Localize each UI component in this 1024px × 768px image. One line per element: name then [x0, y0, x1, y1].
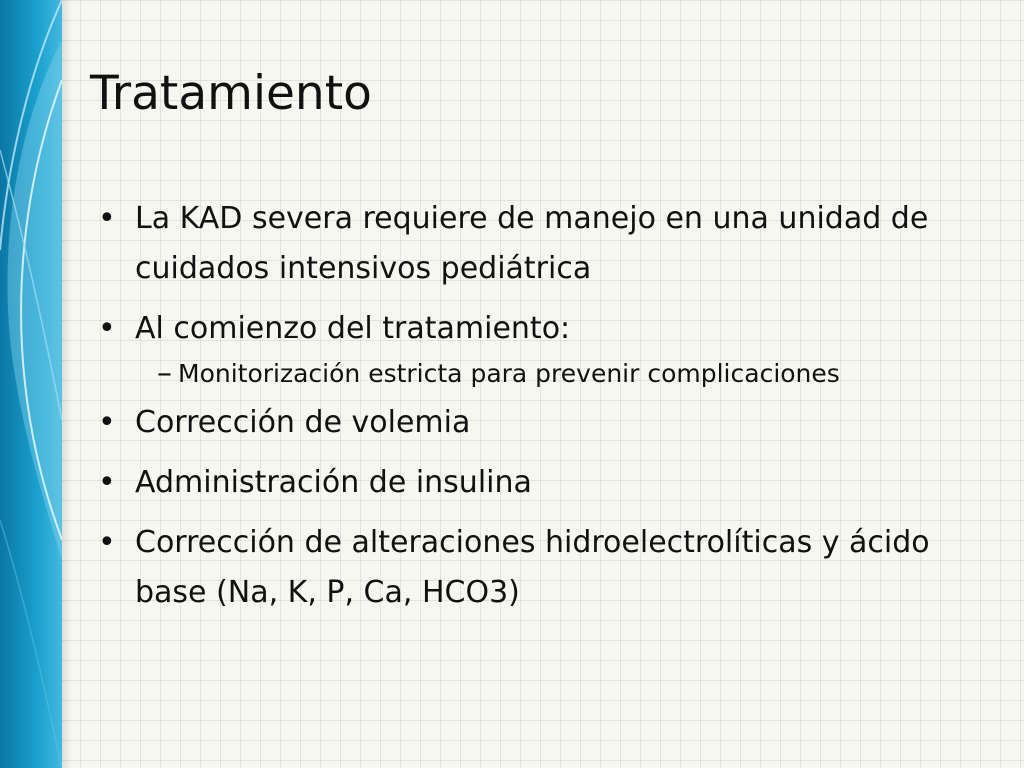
bullet-text: Al comienzo del tratamiento: — [135, 311, 571, 346]
bullet-marker: • — [98, 465, 116, 500]
bullet-item — [98, 458, 988, 508]
bullet-marker: • — [98, 525, 116, 560]
bullet-text: La KAD severa requiere de manejo en una unidad de cuidados intensivos pediátrica — [135, 201, 929, 286]
bullet-marker: • — [98, 405, 116, 440]
sub-bullet-text: Monitorización estricta para prevenir complicaciones — [178, 359, 840, 388]
sub-bullet-item — [157, 354, 988, 394]
bullet-item — [98, 398, 988, 448]
sub-bullet-list — [135, 354, 988, 394]
bullet-item — [98, 194, 988, 294]
bullet-list — [98, 194, 988, 628]
side-band-shadow — [62, 0, 72, 768]
bullet-item — [98, 304, 988, 394]
bullet-item — [98, 518, 988, 618]
bullet-text: Corrección de volemia — [135, 405, 471, 440]
bullet-text: Administración de insulina — [135, 465, 532, 500]
slide-title: Tratamiento — [90, 66, 372, 121]
bullet-text: Corrección de alteraciones hidroelectrolíticas y ácido base (Na, K, P, Ca, HCO3) — [135, 525, 930, 610]
sub-bullet-marker: – — [157, 356, 172, 391]
bullet-marker: • — [98, 201, 116, 236]
bullet-marker: • — [98, 311, 116, 346]
decorative-side-band — [0, 0, 62, 768]
